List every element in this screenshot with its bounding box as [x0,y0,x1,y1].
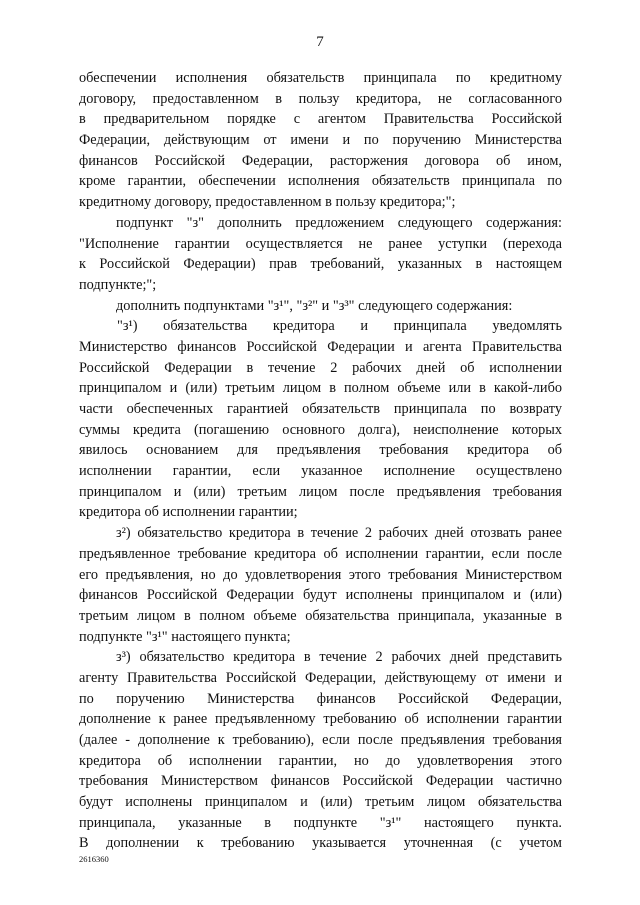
text-line: части обеспеченных гарантией обязательств принципала по возврату [79,401,562,417]
text-line: подпункт "з" дополнить предложением следующего содержания: [116,214,562,231]
text-line: в предварительном порядке с агентом Правительства Российской [79,111,562,128]
text-line: В дополнении к требованию указывается уточненная (с учетом [79,835,562,852]
text-line: з²) обязательство кредитора в течение 2 рабочих дней отозвать ранее [116,525,562,542]
text-line: по поручению Министерства финансов Российской Федерации, [79,690,562,707]
text-line: дополнение к ранее предъявленному требованию об исполнении гарантии [79,711,562,728]
text-line: обеспечении исполнения обязательств принципала по кредитному [79,70,562,86]
text-line: дополнить подпунктами "з¹", "з²" и "з³" следующего содержания: [116,297,513,314]
document-code: 2616360 [79,854,109,864]
text-line: (далее - дополнение к требованию), если после предъявления требования [79,732,562,748]
text-line: предъявленное требование кредитора об исполнении гарантии, если после [79,545,562,562]
text-line: явилось основанием для предъявления требования кредитора об [79,442,562,459]
text-line: подпункте;"; [79,276,157,293]
text-line: кроме гарантии, обеспечении исполнения обязательств принципала по [79,173,562,190]
text-line: кредитора об исполнении гарантии, но до удовлетворения этого [79,752,562,769]
text-line: третьим лицом в полном объеме обязательства принципала, указанные в [79,607,562,624]
page-number: 7 [316,34,324,50]
text-line: кредитора об исполнении гарантии; [79,504,298,521]
text-line: Федерации, действующим от имени и по поручению Министерства [79,132,562,149]
text-line: принципала, указанные в подпункте "з¹" настоящего пункта. [79,814,562,831]
text-line: кредитному договору, предоставленном в пользу кредитора;"; [79,194,456,211]
text-line: исполнении гарантии, если указанное исполнение осуществлено [79,463,562,480]
text-line: Министерство финансов Российской Федерации и агента Правительства [79,338,562,355]
text-line: принципалом и (или) третьим лицом после предъявления требования [79,483,562,500]
text-line: подпункте "з¹" настоящего пункта; [79,628,291,645]
text-line: принципалом и (или) третьим лицом в полном объеме или в какой-либо [79,380,562,397]
text-line: будут исполнены принципалом и (или) третьим лицом обязательства [79,794,562,811]
document-body [79,68,562,854]
text-line: финансов Российской Федерации будут исполнены принципалом и (или) [79,587,562,604]
text-line: договору, предоставленном в пользу кредитора, не согласованного [79,90,562,107]
text-line: "з¹) обязательства кредитора и принципала уведомлять [117,318,562,335]
text-line: суммы кредита (погашению основного долга), неисполнение которых [79,421,562,438]
text-line: к Российской Федерации) прав требований, указанных в настоящем [79,256,562,273]
text-line: агенту Правительства Российской Федерации, действующему от имени и [79,669,562,686]
text-line: требования Министерством финансов Российской Федерации частично [79,773,562,790]
text-line: "Исполнение гарантии осуществляется не ранее уступки (перехода [79,235,562,252]
text-line: Российской Федерации в течение 2 рабочих дней об исполнении [79,359,562,376]
text-line: его предъявления, но до удовлетворения этого требования Министерством [79,566,562,583]
text-line: з³) обязательство кредитора в течение 2 рабочих дней представить [116,649,562,666]
text-line: финансов Российской Федерации, расторжения договора об ином, [79,152,562,169]
